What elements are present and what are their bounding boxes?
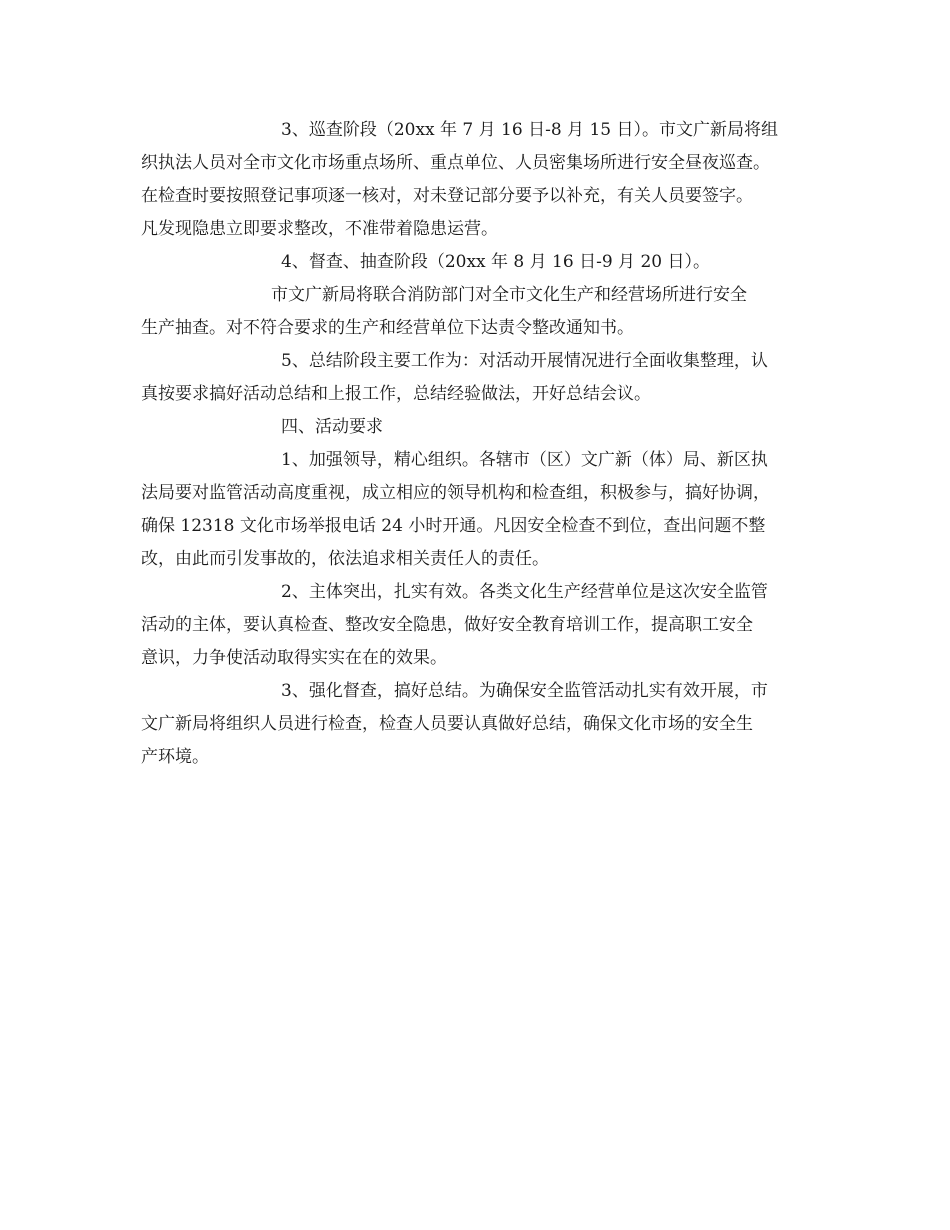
text-line: 产环境。 xyxy=(141,747,209,767)
text-line: 法局要对监管活动高度重视，成立相应的领导机构和检查组，积极参与，搞好协调， xyxy=(141,483,770,503)
text-line: 文广新局将组织人员进行检查，检查人员要认真做好总结，确保文化市场的安全生 xyxy=(141,714,753,734)
text-line: 在检查时要按照登记事项逐一核对，对未登记部分要予以补充，有关人员要签字。 xyxy=(141,186,753,206)
text-line: 真按要求搞好活动总结和上报工作，总结经验做法，开好总结会议。 xyxy=(141,384,651,404)
paragraph-supervision-stage xyxy=(141,279,826,345)
text-line: 活动的主体，要认真检查、整改安全隐患，做好安全教育培训工作，提高职工安全 xyxy=(141,615,753,635)
paragraph-requirement-1 xyxy=(141,444,826,576)
text-line: 市文广新局将联合消防部门对全市文化生产和经营场所进行安全 xyxy=(271,285,747,305)
paragraph-summary-stage xyxy=(141,345,826,411)
text-line: 改，由此而引发事故的，依法追求相关责任人的责任。 xyxy=(141,549,549,569)
text-line: 1、加强领导，精心组织。各辖市（区）文广新（体）局、新区执 xyxy=(281,450,768,470)
text-line: 确保 12318 文化市场举报电话 24 小时开通。凡因安全检查不到位，查出问题不整 xyxy=(141,516,766,536)
text-line: 2、主体突出，扎实有效。各类文化生产经营单位是这次安全监管 xyxy=(281,582,768,602)
section-heading-requirements xyxy=(141,411,826,444)
text-line: 四、活动要求 xyxy=(281,417,383,437)
paragraph-supervision-stage-heading xyxy=(141,246,826,279)
text-line: 3、强化督查，搞好总结。为确保安全监管活动扎实有效开展，市 xyxy=(281,681,768,701)
text-line: 5、总结阶段主要工作为：对活动开展情况进行全面收集整理，认 xyxy=(281,351,768,371)
text-line: 3、巡查阶段（20xx 年 7 月 16 日-8 月 15 日）。市文广新局将组 xyxy=(281,120,778,140)
paragraph-requirement-2 xyxy=(141,576,826,675)
paragraph-requirement-3 xyxy=(141,675,826,774)
text-line: 织执法人员对全市文化市场重点场所、重点单位、人员密集场所进行安全昼夜巡查。 xyxy=(141,153,770,173)
text-line: 凡发现隐患立即要求整改，不准带着隐患运营。 xyxy=(141,219,498,239)
paragraph-inspection-stage xyxy=(141,114,826,246)
text-line: 生产抽查。对不符合要求的生产和经营单位下达责令整改通知书。 xyxy=(141,318,634,338)
document-body xyxy=(141,114,826,774)
text-line: 4、督查、抽查阶段（20xx 年 8 月 16 日-9 月 20 日）。 xyxy=(281,252,710,272)
text-line: 意识，力争使活动取得实实在在的效果。 xyxy=(141,648,447,668)
